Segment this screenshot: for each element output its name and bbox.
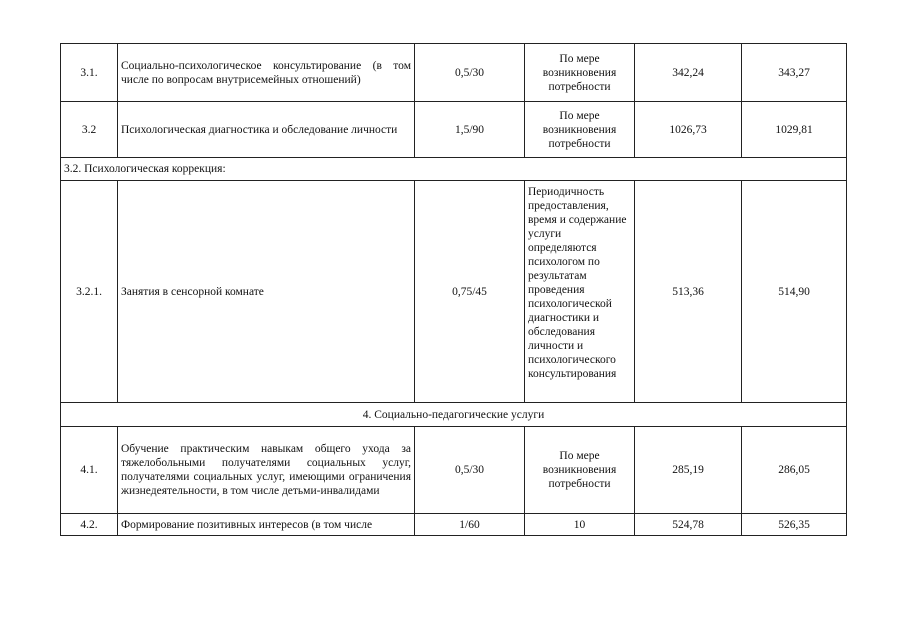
tariff-1: 285,19: [635, 427, 742, 514]
section-row: [61, 403, 847, 427]
row-number: 3.2: [61, 102, 118, 158]
tariff-2: 1029,81: [742, 102, 847, 158]
section-row: [61, 158, 847, 181]
time-norm: 0,75/45: [415, 181, 525, 403]
time-norm: 0,5/30: [415, 44, 525, 102]
tariff-2: 526,35: [742, 514, 847, 536]
row-number: 4.2.: [61, 514, 118, 536]
time-norm: 1,5/90: [415, 102, 525, 158]
periodicity: По мере возникновения потребности: [525, 102, 635, 158]
service-name: Социально-психологическое консультирование (в том числе по вопросам внутрисемейных отношений): [118, 44, 415, 102]
tariff-1: 1026,73: [635, 102, 742, 158]
section-heading: 3.2. Психологическая коррекция:: [61, 158, 847, 181]
tariff-2: 286,05: [742, 427, 847, 514]
row-number: 4.1.: [61, 427, 118, 514]
service-name: Занятия в сенсорной комнате: [118, 181, 415, 403]
row-number: 3.2.1.: [61, 181, 118, 403]
table-row: [61, 427, 847, 514]
periodicity: По мере возникновения потребности: [525, 427, 635, 514]
periodicity: По мере возникновения потребности: [525, 44, 635, 102]
periodicity: Периодичность предоставления, время и содержание услуги определяются психологом по результатам проведения психологической диагностики и обследования личности и психологического консультирования: [525, 181, 635, 403]
time-norm: 0,5/30: [415, 427, 525, 514]
table-row: [61, 102, 847, 158]
section-heading: 4. Социально-педагогические услуги: [61, 403, 847, 427]
tariff-2: 343,27: [742, 44, 847, 102]
periodicity: 10: [525, 514, 635, 536]
tariff-1: 524,78: [635, 514, 742, 536]
tariff-2: 514,90: [742, 181, 847, 403]
service-name: Формирование позитивных интересов (в том числе: [118, 514, 415, 536]
row-number: 3.1.: [61, 44, 118, 102]
table-row: [61, 514, 847, 536]
table-row: [61, 181, 847, 403]
tariff-1: 342,24: [635, 44, 742, 102]
service-name: Психологическая диагностика и обследование личности: [118, 102, 415, 158]
service-name: Обучение практическим навыкам общего ухода за тяжелобольными получателями социальных услуг, получателями социальных услуг, имеющими ограничения жизнедеятельности, в том числе детьми-инвалидами: [118, 427, 415, 514]
tariff-1: 513,36: [635, 181, 742, 403]
time-norm: 1/60: [415, 514, 525, 536]
services-table: [60, 43, 847, 536]
table-row: [61, 44, 847, 102]
